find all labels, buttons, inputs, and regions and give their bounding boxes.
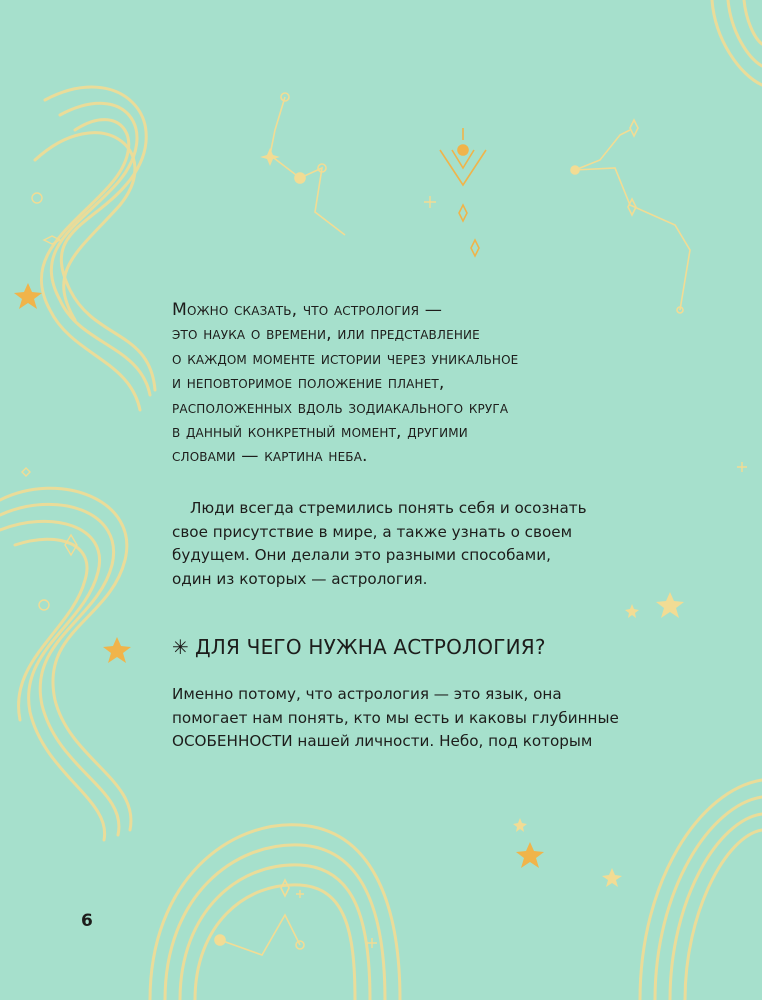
body-paragraph-1 (172, 497, 692, 591)
constellation-top-right (571, 120, 690, 313)
section-title: ДЛЯ ЧЕГО НУЖНА АСТРОЛОГИЯ? (194, 635, 546, 659)
paragraph-line: Именно потому, что астрология — это язык, она (172, 685, 562, 703)
asterisk-icon: ✳ (172, 635, 189, 659)
intro-paragraph (172, 298, 702, 469)
paragraph-line: Люди всегда стремились понять себя и осознать (190, 499, 587, 517)
body-paragraph-2 (172, 683, 712, 754)
intro-line: словами — картина неба. (172, 446, 368, 467)
paragraph-line: один из которых — астрология. (172, 569, 428, 588)
gold-swirl-top-left (35, 87, 155, 410)
gold-strokes-top-right (712, 0, 762, 85)
gold-arch-bottom-right (640, 780, 762, 1000)
intro-line: это наука о времени, или представление (172, 324, 480, 345)
intro-line: о каждом моменте истории через уникальное (172, 348, 519, 369)
page-number: 6 (81, 911, 93, 931)
gold-swirl-middle-left (0, 488, 131, 840)
paragraph-line: свое присутствие в мире, а также узнать о своем (172, 522, 573, 541)
intro-line: в данный конкретный момент, другими (172, 422, 468, 443)
paragraph-line: ОСОБЕННОСТИ нашей личности. Небо, под которым (172, 732, 593, 751)
intro-line: Можно сказать, что астрология — (172, 300, 443, 320)
intro-line: и неповторимое положение планет, (172, 373, 445, 394)
intro-line: расположенных вдоль зодиакального круга (172, 397, 509, 418)
paragraph-line: будущем. Они делали это разными способами, (172, 546, 551, 565)
constellation-top-center (260, 93, 345, 235)
section-heading (172, 635, 546, 659)
paragraph-line: помогает нам понять, кто мы есть и каковы глубинные (172, 708, 619, 727)
gold-arch-bottom-center (150, 825, 400, 1000)
ornament-top-center (440, 128, 486, 256)
